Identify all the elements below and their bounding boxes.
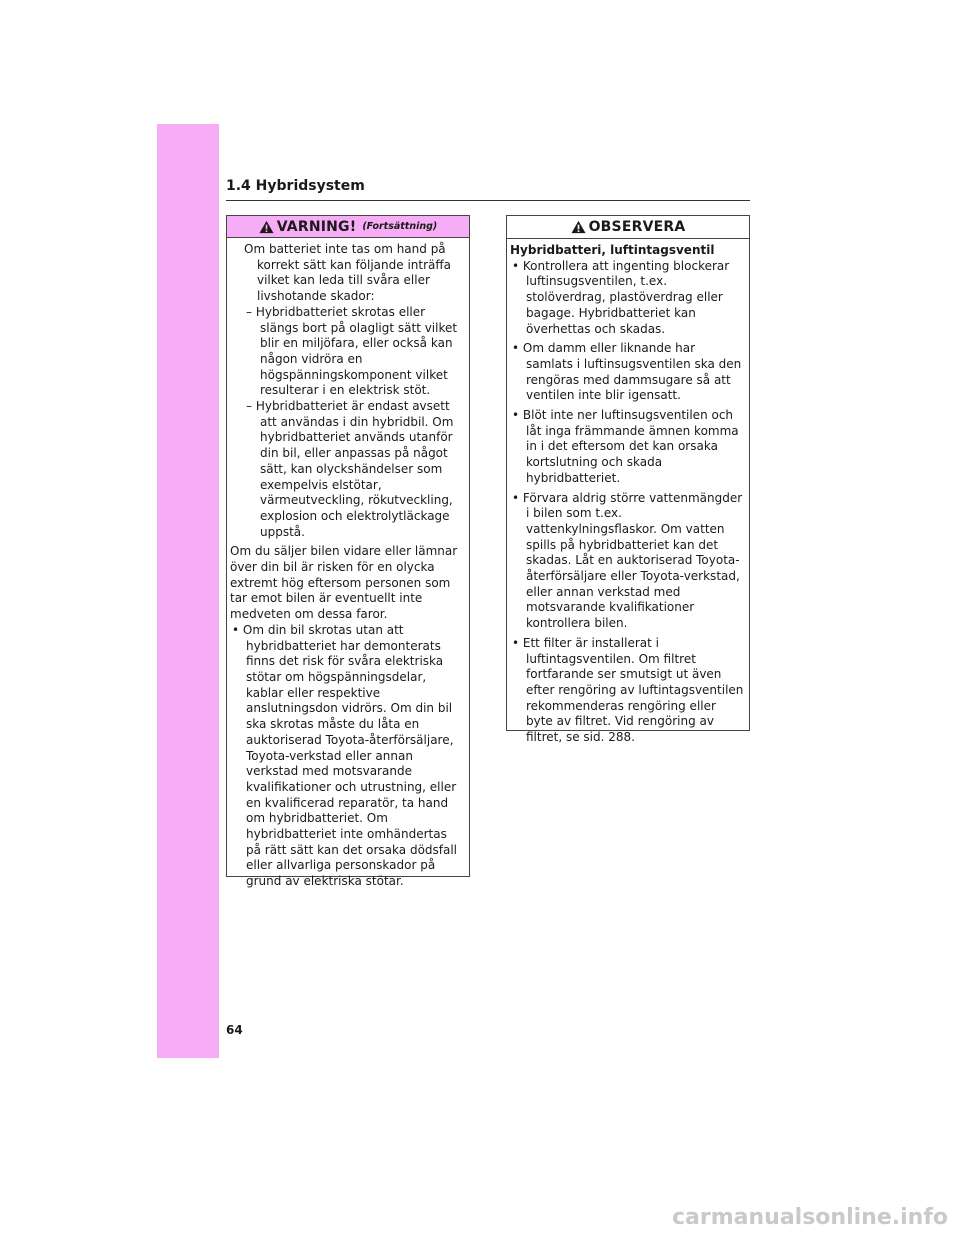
warning-paragraph: Om du säljer bilen vidare eller lämnar över din bil är risken för en olycka extremt hög eftersom personen som tar emot bilen är eventuellt inte medveten om dessa faror. <box>230 544 458 622</box>
warning-intro: Om batteriet inte tas om hand på korrekt sätt kan följande inträffa vilket kan leda till svåra eller livshotande skador: <box>244 242 452 304</box>
warning-dash-item: – Hybridbatteriet skrotas eller slängs bort på olagligt sätt vilket blir en miljöfara, eller också kan någon vidröra en högspänningskomponent vilket resulterar i en elektrisk stöt. <box>246 304 458 398</box>
notice-subheading: Hybridbatteri, luftintagsventil <box>510 243 715 257</box>
notice-box <box>506 215 750 745</box>
warning-header <box>227 216 469 238</box>
notice-bullet: • Ett filter är installerat i luftintagsventilen. Om filtret fortfarande ser smutsigt ut även efter rengöring av luftintagsventilen rekommenderas rengöring eller byte av filtret. Vid rengöring av filtret, se sid. 288. <box>512 635 744 745</box>
warning-triangle-icon <box>571 220 586 234</box>
warning-bullet: • Om din bil skrotas utan att hybridbatteriet har demonterats finns det risk för svåra elektriska stötar om högspänningsdelar, kablar eller respektive anslutningsdon vidrörs. Om din bil ska skrotas måste du låta en auktoriserad Toyota-återförsäljare, Toyota-verkstad eller annan verkstad med motsvarande kvalifikationer och utrustning, eller en kvalificerad reparatör, ta hand om hybridbatteriet. Om hybridbatteriet inte omhändertas på rätt sätt kan det orsaka dödsfall eller allvarliga personskador på grund av elektriska stötar. <box>232 622 458 889</box>
page-number: 64 <box>226 1023 243 1037</box>
warning-subtitle: (Fortsättning) <box>362 221 438 232</box>
warning-title: VARNING! <box>276 218 357 235</box>
warning-box <box>226 215 470 889</box>
notice-title: OBSERVERA <box>588 219 686 235</box>
warning-body <box>227 238 469 890</box>
notice-body <box>507 239 749 746</box>
notice-bullet: • Blöt inte ner luftinsugsventilen och låt inga främmande ämnen komma in i det eftersom det kan orsaka kortslutning och skada hybridbatteriet. <box>512 408 739 485</box>
notice-bullet: • Om damm eller liknande har samlats i luftinsugsventilen ska den rengöras med dammsugare så att ventilen inte blir igensatt. <box>512 341 742 403</box>
notice-bullet: • Kontrollera att ingenting blockerar luftinsugsventilen, t.ex. stolöverdrag, plastöverdrag eller bagage. Hybridbatteriet kan överhettas och skadas. <box>512 258 730 336</box>
notice-header <box>507 216 749 239</box>
watermark: carmanualsonline.info <box>672 1205 948 1230</box>
notice-bullet: • Förvara aldrig större vattenmängder i bilen som t.ex. vattenkylningsflaskor. Om vatten spills på hybridbatteriet kan det skadas. Låt en auktoriserad Toyota-återförsäljare eller Toyota-verkstad, eller annan verkstad med motsvarande kvalifikationer kontrollera bilen. <box>512 490 743 631</box>
warning-triangle-icon <box>259 220 274 234</box>
section-title: 1.4 Hybridsystem <box>226 178 365 194</box>
chapter-side-tab <box>157 124 219 1058</box>
section-divider <box>226 200 750 201</box>
warning-dash-item: – Hybridbatteriet är endast avsett att användas i din hybridbil. Om hybridbatteriet används utanför din bil, eller anpassas på något sätt, kan olyckshändelser som exempelvis elstötar, värmeutveckling, rökutveckling, explosion och elektrolytläckage uppstå. <box>246 399 454 539</box>
